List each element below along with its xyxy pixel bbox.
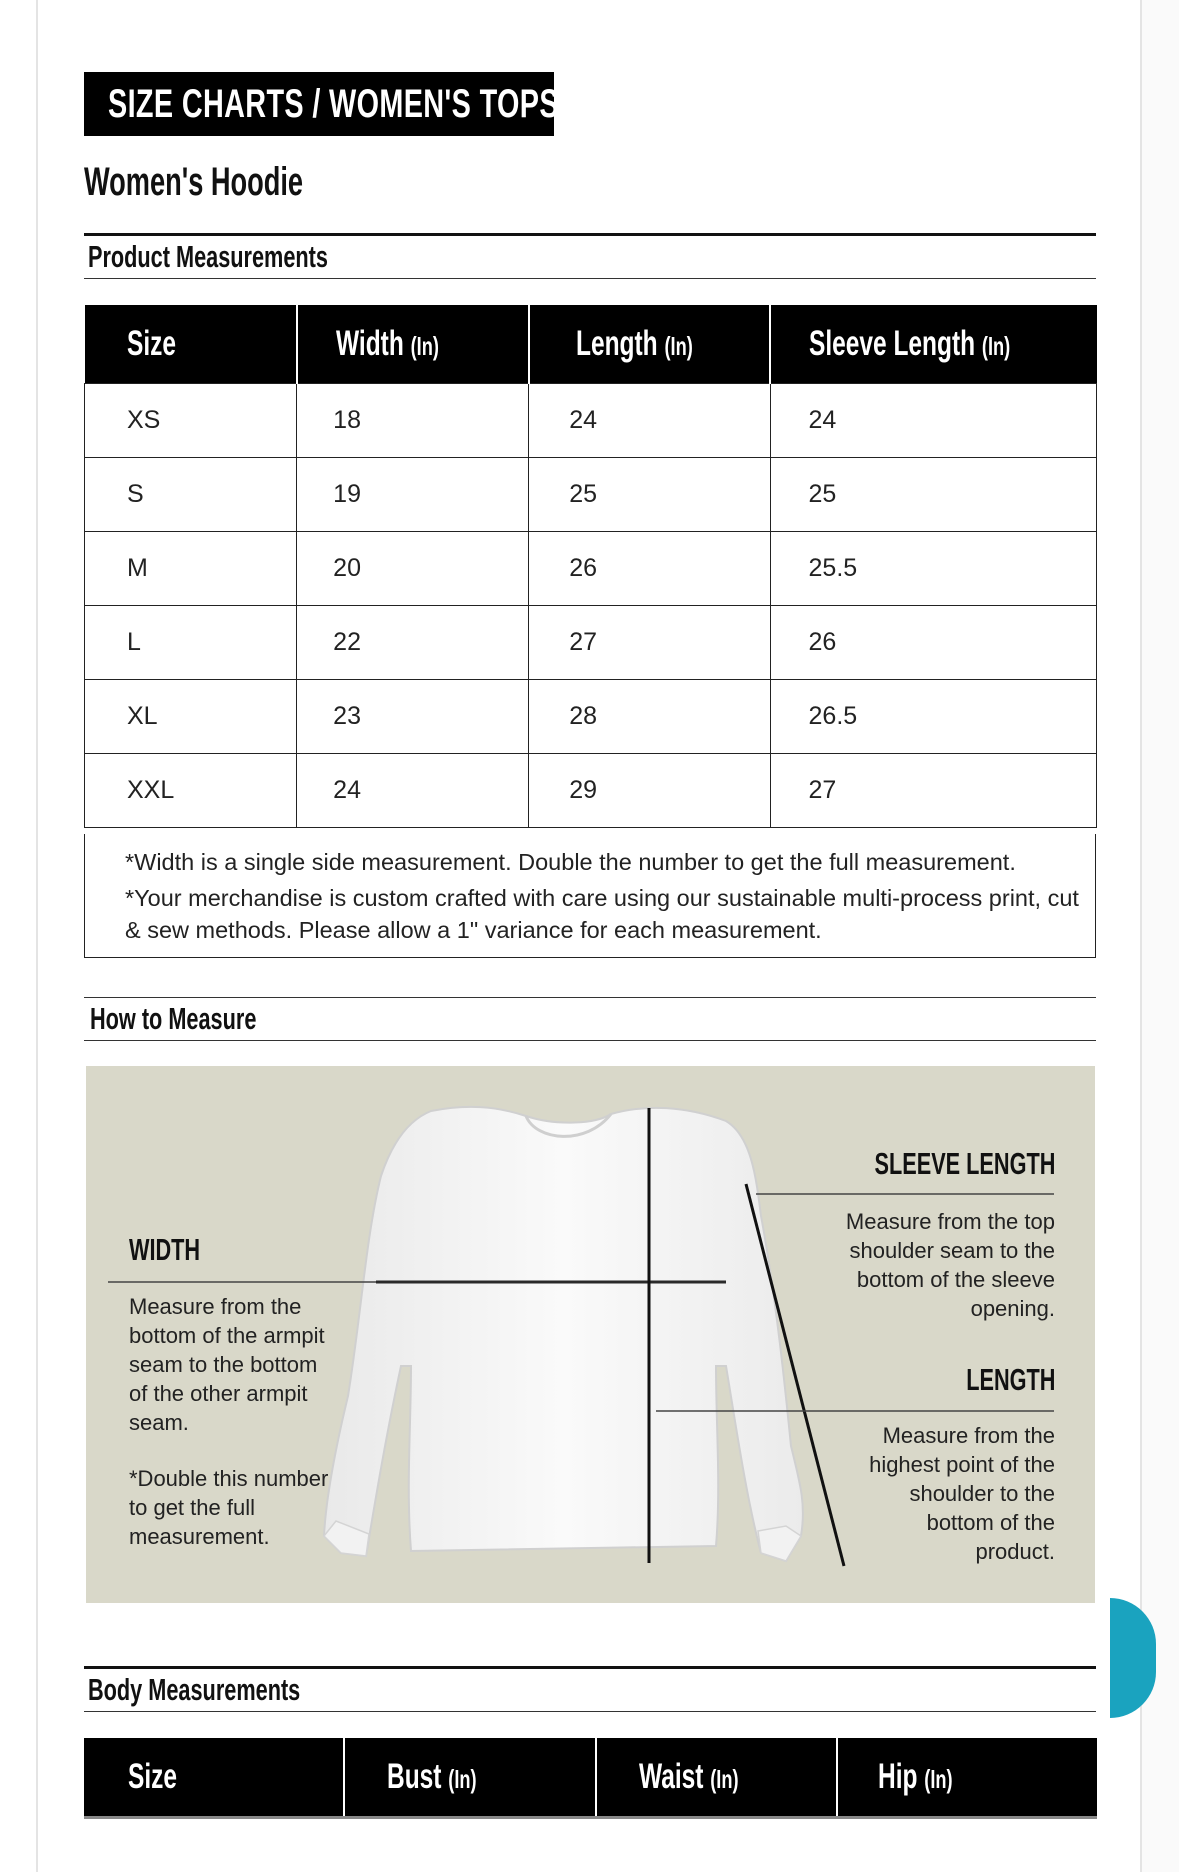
- width-cell: 23: [297, 680, 529, 754]
- product-title: Women's Hoodie: [84, 160, 304, 204]
- column-header-size: Size: [85, 305, 297, 384]
- size-cell: XXL: [85, 754, 297, 828]
- length-cell: 29: [529, 754, 770, 828]
- table-header-row: [85, 305, 1097, 384]
- width-cell: 18: [297, 384, 529, 458]
- sleeve-length-title: SLEEVE LENGTH: [874, 1146, 1055, 1181]
- table-row: [85, 384, 1097, 458]
- sleeve-length-cell: 26: [770, 606, 1096, 680]
- banner-title: SIZE CHARTS / WOMEN'S TOPS: [108, 81, 559, 126]
- body-measurements-heading: [84, 1666, 1096, 1712]
- table-row: [85, 606, 1097, 680]
- table-row: [85, 680, 1097, 754]
- length-cell: 24: [529, 384, 770, 458]
- width-title: WIDTH: [129, 1232, 201, 1267]
- size-cell: M: [85, 532, 297, 606]
- length-description: Measure from the highest point of the shoulder to the bottom of the product.: [869, 1423, 1055, 1564]
- column-header-size: Size: [84, 1738, 344, 1818]
- length-cell: 27: [529, 606, 770, 680]
- column-header-bust: Bust (In): [344, 1738, 596, 1818]
- width-cell: 24: [297, 754, 529, 828]
- size-cell: XS: [85, 384, 297, 458]
- sleeve-length-description: Measure from the top shoulder seam to the bottom of the sleeve opening.: [845, 1209, 1055, 1321]
- how-to-measure-label: How to Measure: [90, 1001, 257, 1036]
- measurement-notes: [84, 834, 1096, 958]
- size-chart-banner: [84, 72, 559, 136]
- how-to-measure-diagram: [86, 1066, 1095, 1603]
- length-cell: 28: [529, 680, 770, 754]
- column-header-waist: Waist (In): [596, 1738, 837, 1818]
- width-cell: 20: [297, 532, 529, 606]
- note-variance: *Your merchandise is custom crafted with care using our sustainable multi-process print, cut & sew methods. Please allow a 1" variance for each measurement.: [125, 885, 1079, 943]
- sleeve-length-cell: 25: [770, 458, 1096, 532]
- width-cell: 22: [297, 606, 529, 680]
- product-measurements-label: Product Measurements: [88, 239, 328, 274]
- table-row: [85, 754, 1097, 828]
- width-cell: 19: [297, 458, 529, 532]
- sleeve-length-cell: 26.5: [770, 680, 1096, 754]
- floating-chat-button[interactable]: [1110, 1598, 1156, 1718]
- table-header-row: [84, 1738, 1097, 1818]
- column-header-hip: Hip (In): [837, 1738, 1097, 1818]
- body-measurements-label: Body Measurements: [88, 1672, 301, 1707]
- length-cell: 25: [529, 458, 770, 532]
- product-measurements-table: [84, 305, 1097, 828]
- length-cell: 26: [529, 532, 770, 606]
- length-title: LENGTH: [965, 1362, 1055, 1397]
- right-cuff: [758, 1526, 801, 1561]
- shirt-body-shape: [324, 1107, 803, 1561]
- body-measurements-table: [84, 1738, 1097, 1819]
- note-width: *Width is a single side measurement. Double the number to get the full measurement.: [125, 849, 1016, 875]
- column-header-sleeve-length: Sleeve Length (In): [770, 305, 1096, 384]
- width-description: Measure from the bottom of the armpit seam to the bottom of the other armpit seam. *Double this number to get the full measurement.: [129, 1294, 329, 1549]
- sleeve-length-cell: 24: [770, 384, 1096, 458]
- column-header-width: Width (In): [297, 305, 529, 384]
- size-cell: XL: [85, 680, 297, 754]
- table-row: [85, 458, 1097, 532]
- table-row: [85, 532, 1097, 606]
- sleeve-length-cell: 27: [770, 754, 1096, 828]
- size-cell: L: [85, 606, 297, 680]
- sleeve-length-cell: 25.5: [770, 532, 1096, 606]
- column-header-length: Length (In): [529, 305, 770, 384]
- how-to-measure-heading: [84, 997, 1096, 1041]
- product-measurements-heading: [84, 233, 1096, 279]
- size-cell: S: [85, 458, 297, 532]
